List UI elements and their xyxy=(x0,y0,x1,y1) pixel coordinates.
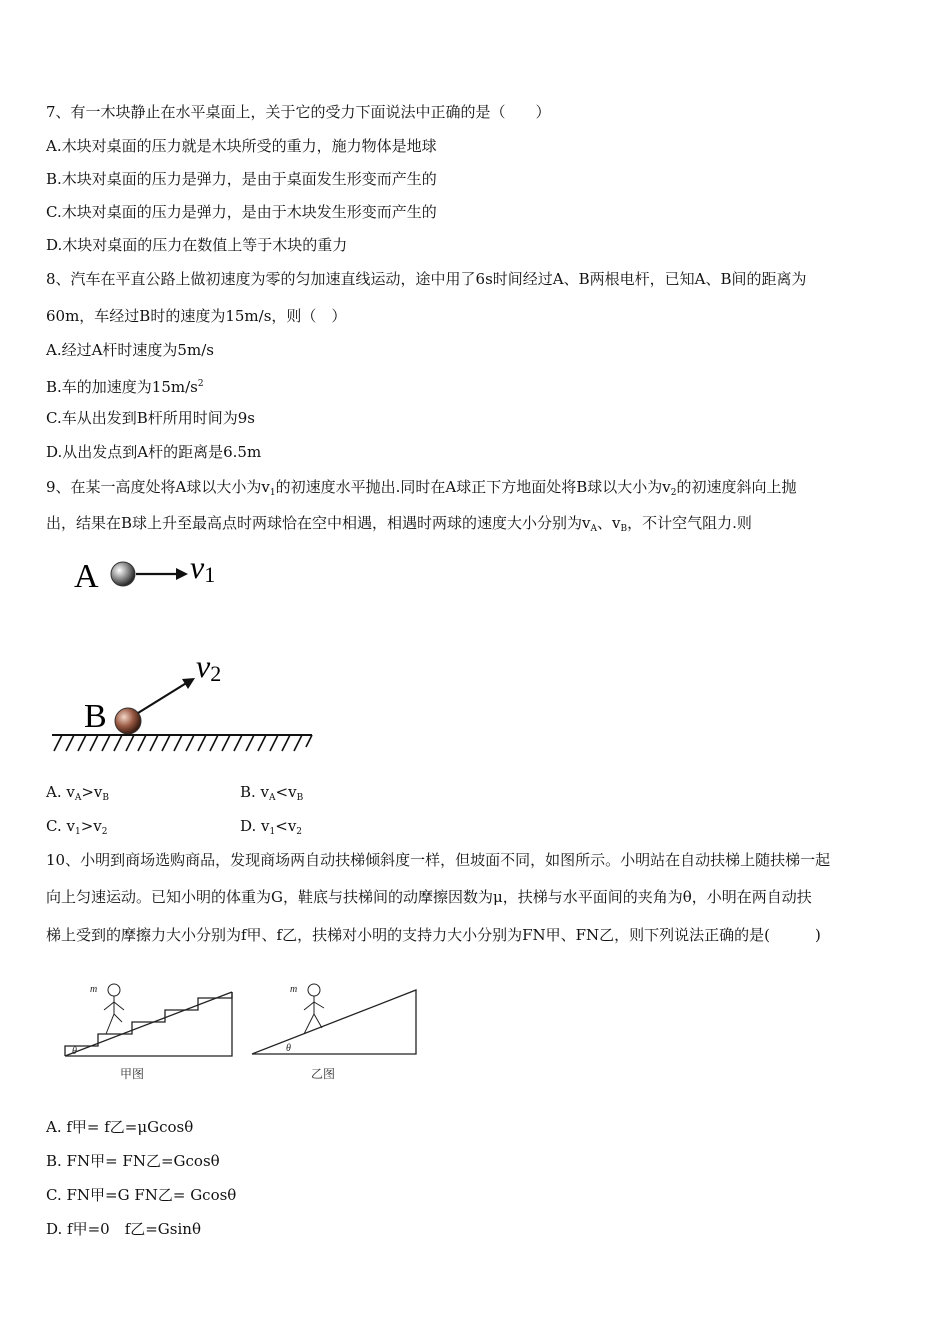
q9-opt-c-op: >v xyxy=(80,817,102,835)
q9-opt-c-s2: 2 xyxy=(101,827,108,837)
q7-option-b: B.木块对桌面的压力是弹力，是由于桌面发生形变而产生的 xyxy=(46,170,437,188)
q7-option-c: C.木块对桌面的压力是弹力，是由于木块发生形变而产生的 xyxy=(46,203,437,221)
q9-option-c xyxy=(46,816,107,842)
fig-v2 xyxy=(196,648,221,686)
q8-option-b xyxy=(46,374,204,397)
q9-opt-c-s1: 1 xyxy=(74,827,81,837)
q9-line1-sub2: 2 xyxy=(670,488,677,498)
q7-stem: 7、有一木块静止在水平桌面上，关于它的受力下面说法中正确的是（ ） xyxy=(46,103,551,121)
q8-option-a: A.经过A杆时速度为5m/s xyxy=(46,341,214,359)
q9-opt-b-s2: B xyxy=(296,793,304,803)
q8-stem-line2: 60m，车经过B时的速度为15m/s，则（ ） xyxy=(46,307,347,325)
q9-line2-subA: A xyxy=(590,524,598,534)
q9-opt-a-pre: A. v xyxy=(46,783,75,801)
ball-a xyxy=(111,562,135,586)
q10-stem-line3: 梯上受到的摩擦力大小分别为f甲、f乙，扶梯对小明的支持力大小分别为FN甲、FN乙，则下列说法正确的是( ) xyxy=(46,926,821,944)
q9-line2-a: 出，结果在B球上升至最高点时两球恰在空中相遇，相遇时两球的速度大小分别为v xyxy=(46,514,591,532)
q9-line1-sub1: 1 xyxy=(269,488,276,498)
fig-label-b: B xyxy=(84,698,107,735)
q10-option-b: B. FN甲= FN乙=Gcosθ xyxy=(46,1152,220,1170)
q9-opt-d-s2: 2 xyxy=(296,827,303,837)
stepped-escalator xyxy=(65,992,232,1056)
q10-option-c: C. FN甲=G FN乙= Gcosθ xyxy=(46,1186,237,1204)
q9-opt-a-op: >v xyxy=(81,783,103,801)
q10-option-a: A. f甲= f乙=μGcosθ xyxy=(46,1118,194,1136)
right-caption: 乙图 xyxy=(310,1067,336,1081)
arrow-v2-icon xyxy=(138,682,188,713)
fig-v2-text: v xyxy=(196,648,211,684)
q9-line2-subB: B xyxy=(620,524,628,534)
fig-v1 xyxy=(190,549,215,587)
q9-line2-sep: 、v xyxy=(597,514,621,532)
q8-option-d: D.从出发点到A杆的距离是6.5m xyxy=(46,443,262,461)
arrow-v1-head-icon xyxy=(176,568,188,580)
q9-line2-b: ，不计空气阻力.则 xyxy=(627,514,752,532)
q9-opt-d-s1: 1 xyxy=(269,827,276,837)
flat-escalator xyxy=(252,990,416,1054)
q9-line1-a: 9、在某一高度处将A球以大小为v xyxy=(46,478,270,496)
q10-option-d: D. f甲=0 f乙=Gsinθ xyxy=(46,1220,201,1238)
q9-opt-a-s2: B xyxy=(102,793,110,803)
fig-label-a: A xyxy=(74,558,99,595)
q9-line1-b: 的初速度水平抛出.同时在A球正下方地面处将B球以大小为v xyxy=(275,478,671,496)
q9-opt-b-s1: A xyxy=(269,793,276,803)
ground-hatch xyxy=(54,735,312,751)
q9-stem-line1 xyxy=(46,477,796,503)
q9-option-a xyxy=(46,782,109,808)
q8-option-c: C.车从出发到B杆所用时间为9s xyxy=(46,409,255,427)
q9-option-b xyxy=(240,782,303,808)
right-theta: θ xyxy=(286,1043,291,1054)
q9-opt-d-op: <v xyxy=(275,817,297,835)
q8-option-b-text: B.车的加速度为15m/s xyxy=(46,378,198,396)
person-left-icon xyxy=(104,984,124,1034)
fig-v2-sub: 2 xyxy=(210,661,222,686)
q8-option-b-sup: 2 xyxy=(197,379,204,389)
right-m: m xyxy=(290,984,298,995)
q9-stem-line2 xyxy=(46,513,752,539)
q9-opt-b-pre: B. v xyxy=(240,783,270,801)
q9-line1-c: 的初速度斜向上抛 xyxy=(676,478,797,496)
q9-option-d xyxy=(240,816,302,842)
left-caption: 甲图 xyxy=(119,1067,145,1081)
q9-opt-d-pre: D. v xyxy=(240,817,270,835)
q10-stem-line1: 10、小明到商场选购商品，发现商场两自动扶梯倾斜度一样，但坡面不同，如图所示。小明站在自动扶梯上随扶梯一起 xyxy=(46,851,831,869)
person-right-icon xyxy=(304,984,324,1034)
q9-opt-c-pre: C. v xyxy=(46,817,75,835)
q10-stem-line2: 向上匀速运动。已知小明的体重为G，鞋底与扶梯间的动摩擦因数为μ，扶梯与水平面间的夹角为θ，小明在两自动扶 xyxy=(46,888,812,906)
q7-option-d: D.木块对桌面的压力在数值上等于木块的重力 xyxy=(46,236,348,254)
q7-option-a: A.木块对桌面的压力就是木块所受的重力，施力物体是地球 xyxy=(46,137,437,155)
q10-figure xyxy=(60,978,430,1086)
q8-stem-line1: 8、汽车在平直公路上做初速度为零的匀加速直线运动，途中用了6s时间经过A、B两根电杆，已知A、B间的距离为 xyxy=(46,270,807,288)
fig-v1-text: v xyxy=(190,549,205,585)
q9-figure xyxy=(50,545,330,760)
left-theta: θ xyxy=(72,1046,77,1057)
q9-opt-a-s1: A xyxy=(74,793,82,803)
fig-v1-sub: 1 xyxy=(204,562,216,587)
ball-b xyxy=(115,708,141,734)
left-m: m xyxy=(90,984,98,995)
q9-opt-b-op: <v xyxy=(275,783,297,801)
